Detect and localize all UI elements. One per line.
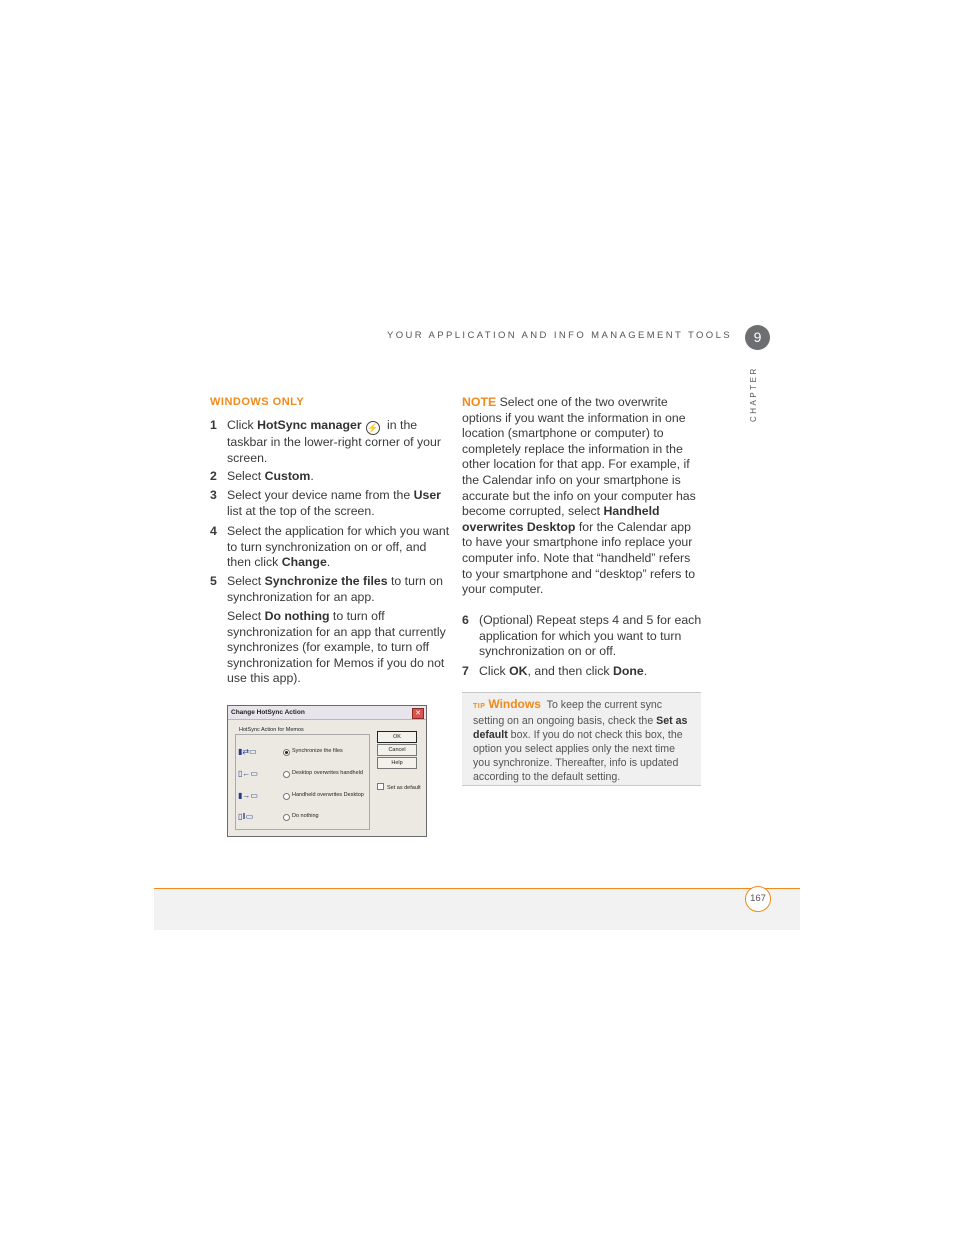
- do-nothing-icon: ▯‖▭: [238, 812, 254, 821]
- step-bold: Done: [612, 664, 644, 678]
- step-text: .: [326, 555, 331, 570]
- step-text: to turn off synchronization for an app that currently synchronizes (for example, to turn off synchronization for Memos if you do not use this app).: [227, 609, 446, 686]
- page-number: 167: [745, 886, 771, 912]
- step-number: 7: [462, 664, 469, 678]
- step-number: 4: [210, 524, 217, 538]
- desktop-to-handheld-icon: ▯←▭: [238, 769, 258, 778]
- step-text: , and then click: [527, 664, 613, 678]
- step-bold: HotSync manager: [257, 418, 362, 432]
- help-button[interactable]: Help: [377, 757, 417, 769]
- step-number: 5: [210, 574, 217, 588]
- tip-box: [462, 692, 701, 786]
- step-text: Click: [227, 418, 258, 432]
- step-bold: Custom: [264, 469, 311, 483]
- ok-button[interactable]: OK: [377, 731, 417, 743]
- note-label: NOTE: [462, 395, 497, 409]
- chapter-number-badge: 9: [745, 325, 770, 350]
- tip-text: box. If you do not check this box, the option you select applies only the next time you synchronize. Thereafter, info is updated according to the default setting.: [473, 729, 683, 783]
- checkbox-label: Set as default: [387, 785, 421, 791]
- option-label: Synchronize the files: [292, 748, 343, 754]
- step-number: 2: [210, 469, 217, 483]
- step-number: 3: [210, 488, 217, 502]
- step-1: [210, 418, 450, 466]
- footer-rule: [154, 888, 800, 889]
- step-text: (Optional) Repeat steps 4 and 5 for each application for which you want to turn synchronization on or off.: [479, 613, 702, 659]
- radio-button[interactable]: [283, 814, 290, 821]
- step-4: [210, 524, 450, 571]
- note-bold: Handheld overwrites Desktop: [462, 504, 660, 534]
- option-handheld-overwrites[interactable]: [238, 791, 368, 803]
- radio-button[interactable]: [283, 771, 290, 778]
- radio-button[interactable]: [283, 749, 290, 756]
- step-text: Select: [227, 609, 265, 623]
- cancel-button[interactable]: Cancel: [377, 744, 417, 756]
- step-7: [462, 664, 702, 680]
- note-text: Select one of the two overwrite options if you want the information in one location (smartphone or computer) to completely replace the information in the other location for that app. For example, if the Calendar info on your smartphone is accurate but the info on your computer has become corrupted, select: [462, 395, 696, 519]
- tip-bold: Set as default: [473, 715, 688, 741]
- close-icon[interactable]: ✕: [412, 708, 424, 719]
- hotsync-icon: ⚡: [367, 423, 379, 433]
- step-bold: Change: [281, 555, 327, 570]
- group-label: HotSync Action for Memos: [239, 727, 304, 733]
- option-do-nothing[interactable]: [238, 812, 368, 824]
- step-2: [210, 469, 450, 485]
- step-text: to turn on synchronization for an app.: [227, 574, 443, 604]
- tip-text: To keep the current sync setting on an ongoing basis, check the: [473, 699, 663, 727]
- dialog-title: Change HotSync Action: [228, 706, 426, 720]
- running-head: YOUR APPLICATION AND INFO MANAGEMENT TOOLS: [386, 330, 732, 341]
- handheld-to-desktop-icon: ▮→▭: [238, 791, 258, 800]
- footer-band: [154, 889, 800, 930]
- chapter-label: CHAPTER: [749, 366, 758, 422]
- step-bold: Do nothing: [264, 609, 330, 623]
- tip-heading: Windows: [488, 697, 541, 711]
- change-hotsync-action-dialog: [227, 705, 427, 837]
- step-3: [210, 488, 450, 519]
- step-text: .: [643, 664, 648, 678]
- option-desktop-overwrites[interactable]: [238, 769, 368, 781]
- step-text: in the taskbar in the lower-right corner of your screen.: [227, 418, 441, 465]
- step-bold: User: [413, 488, 441, 502]
- checkbox-box[interactable]: [377, 783, 384, 790]
- tip-label: TIP: [473, 703, 486, 710]
- step-bold: Synchronize the files: [264, 574, 388, 588]
- option-label: Do nothing: [292, 813, 319, 819]
- step-text: Select: [227, 574, 265, 588]
- step-text: Select the application for which you want to turn synchronization on or off, and then click: [227, 524, 450, 570]
- step-6: [462, 613, 702, 660]
- step-text: Select your device name from the: [227, 488, 414, 502]
- step-text: Select: [227, 469, 265, 483]
- step-text: Click: [479, 664, 510, 678]
- note-paragraph: [462, 395, 702, 598]
- radio-button[interactable]: [283, 793, 290, 800]
- step-number: 1: [210, 418, 217, 432]
- note-text: for the Calendar app to have your smartphone info replace your computer info. Note that “handheld” refers to your smartphone and “desktop” refers to your computer.: [462, 519, 696, 597]
- step-number: 6: [462, 613, 469, 627]
- step-5-extra: [210, 609, 450, 687]
- step-text: .: [310, 469, 314, 483]
- step-text: list at the top of the screen.: [227, 503, 375, 518]
- option-label: Desktop overwrites handheld: [292, 770, 363, 776]
- step-5: [210, 574, 450, 605]
- step-bold: OK: [509, 664, 528, 678]
- option-label: Handheld overwrites Desktop: [292, 792, 364, 798]
- option-synchronize[interactable]: [238, 747, 368, 759]
- set-as-default-checkbox[interactable]: [377, 783, 421, 791]
- sync-both-icon: ▮⇄▭: [238, 747, 257, 756]
- section-title: WINDOWS ONLY: [210, 396, 305, 408]
